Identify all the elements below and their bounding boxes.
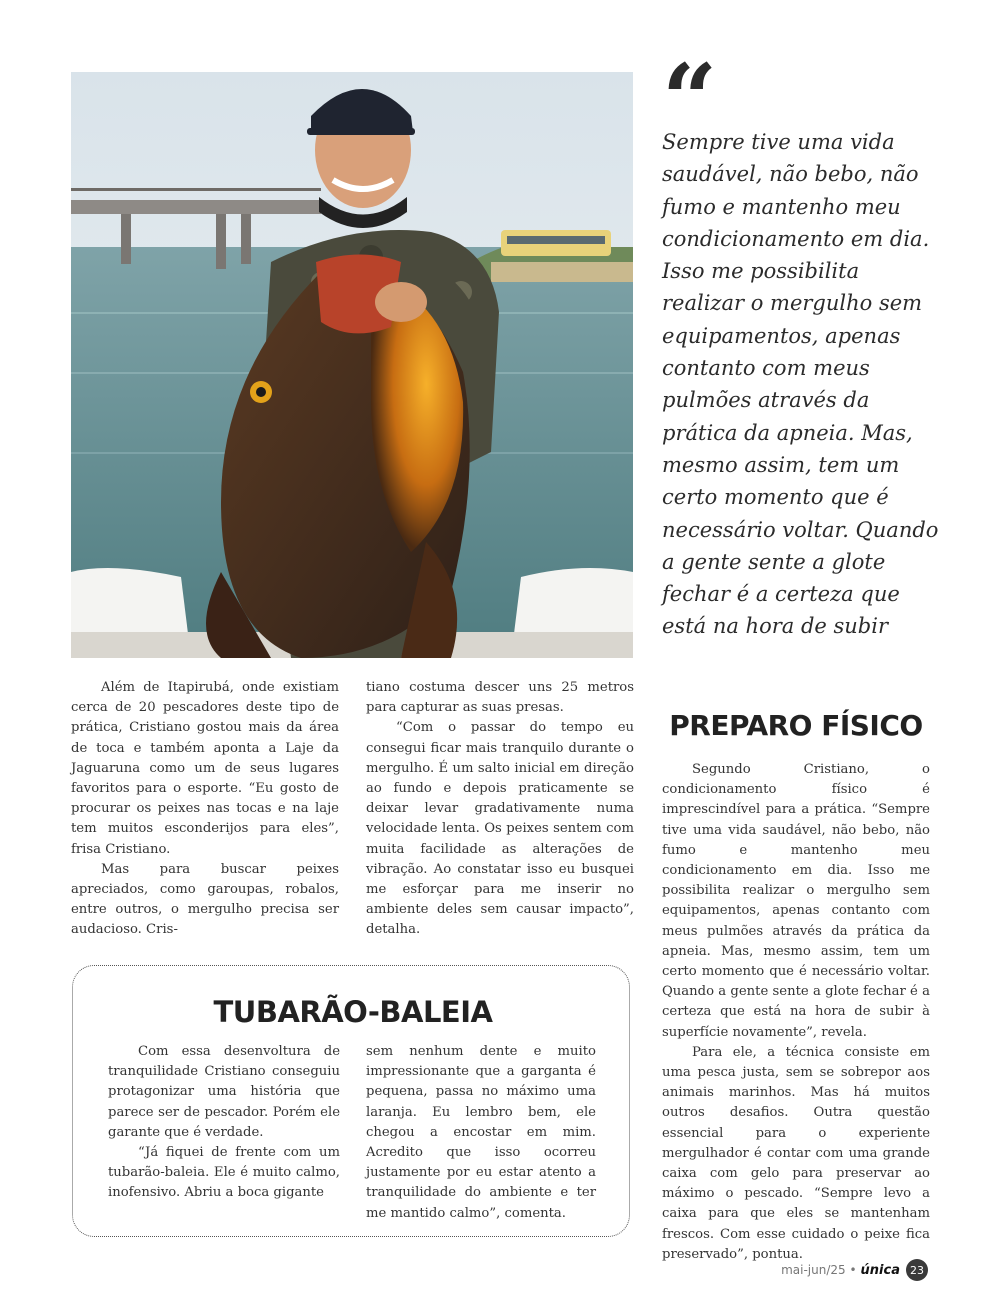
- section-heading-preparo: PREPARO FÍSICO: [669, 709, 923, 742]
- article-paragraph: tiano costuma descer uns 25 metros para capturar as suas presas.: [366, 680, 634, 716]
- box-paragraph: sem nenhum dente e muito impressionante que a garganta é pequena, passa no máximo uma laranja. Eu lembro bem, ele chegou a encostar em mim. Acredito que isso ocorreu justamente por eu estar atento a tranquilidade do ambiente e ter me mantido calmo”, comenta.: [366, 1044, 596, 1221]
- box-column-2: [366, 1042, 596, 1224]
- box-paragraph: “Já fiquei de frente com um tubarão-baleia. Ele é muito calmo, inofensivo. Abriu a boca gigante: [108, 1145, 340, 1201]
- article-paragraph: Mas para buscar peixes apreciados, como garoupas, robalos, entre outros, o mergulho precisa ser audacioso. Cris-: [71, 861, 339, 938]
- article-photo: [71, 72, 633, 658]
- article-paragraph: Segundo Cristiano, o condicionamento físico é imprescindível para a prática. “Sempre tive uma vida saudável, não bebo, não fumo e mantenho meu condicionamento em dia. Isso me possibilita realizar o mergulho sem equipamentos, apenas contanto com meus pulmões através da prática da apneia. Mas, mesmo assim, tem um certo momento que é necessário voltar. Quando a gente sente a glote fechar é a certeza que está na hora de subir à superfície novamente”, revela.: [662, 762, 930, 1040]
- quote-mark-icon: “: [662, 43, 718, 156]
- article-column-2: [366, 678, 634, 941]
- pull-quote: Sempre tive uma vida saudável, não bebo, não fumo e mantenho meu condicionamento em dia. Isso me possibilita realizar o mergulho sem equipamentos, apenas contanto com meus pulmões através da prática da apneia. Mas, mesmo assim, tem um certo momento que é necessário voltar. Quando a gente sente a glote fechar é a certeza que está na hora de subir: [662, 130, 939, 639]
- article-paragraph: “Com o passar do tempo eu consegui ficar mais tranquilo durante o mergulho. É um salto inicial em direção ao fundo e depois praticamente se deixar levar gradativamente numa velocidade lenta. Os peixes sentem com muita facilidade as alterações de vibração. Ao constatar isso eu busquei me esforçar para me inserir no ambiente deles sem causar impacto”, detalha.: [366, 720, 634, 938]
- page-number: 23: [906, 1259, 928, 1281]
- page-footer: [781, 1259, 928, 1281]
- article-column-3: [662, 760, 930, 1265]
- section-heading-tubarao: TUBARÃO-BALEIA: [213, 995, 493, 1029]
- magazine-brand: única: [860, 1262, 900, 1278]
- box-paragraph: Com essa desenvoltura de tranquilidade Cristiano conseguiu protagonizar uma história que parece ser de pescador. Porém ele garante que é verdade.: [108, 1044, 340, 1140]
- box-column-1: [108, 1042, 340, 1204]
- article-column-1: [71, 678, 339, 941]
- issue-label: mai-jun/25 •: [781, 1263, 857, 1277]
- article-paragraph: Além de Itapirubá, onde existiam cerca de 20 pescadores deste tipo de prática, Cristiano gostou mais da área de toca e também aponta a Laje da Jaguaruna como um de seus lugares favoritos para o esporte. “Eu gosto de procurar os peixes nas tocas e na laje tem muitos esconderijos para eles”, frisa Cristiano.: [71, 680, 339, 857]
- article-paragraph: Para ele, a técnica consiste em uma pesca justa, sem se sobrepor aos animais marinhos. Mas há muitos outros desafios. Outra questão essencial para o experiente mergulhador é contar com uma grande caixa com gelo para preservar ao máximo o pescado. “Sempre levo a caixa para que eles se mantenham frescos. Com esse cuidado o peixe fica preservado”, pontua.: [662, 1044, 930, 1262]
